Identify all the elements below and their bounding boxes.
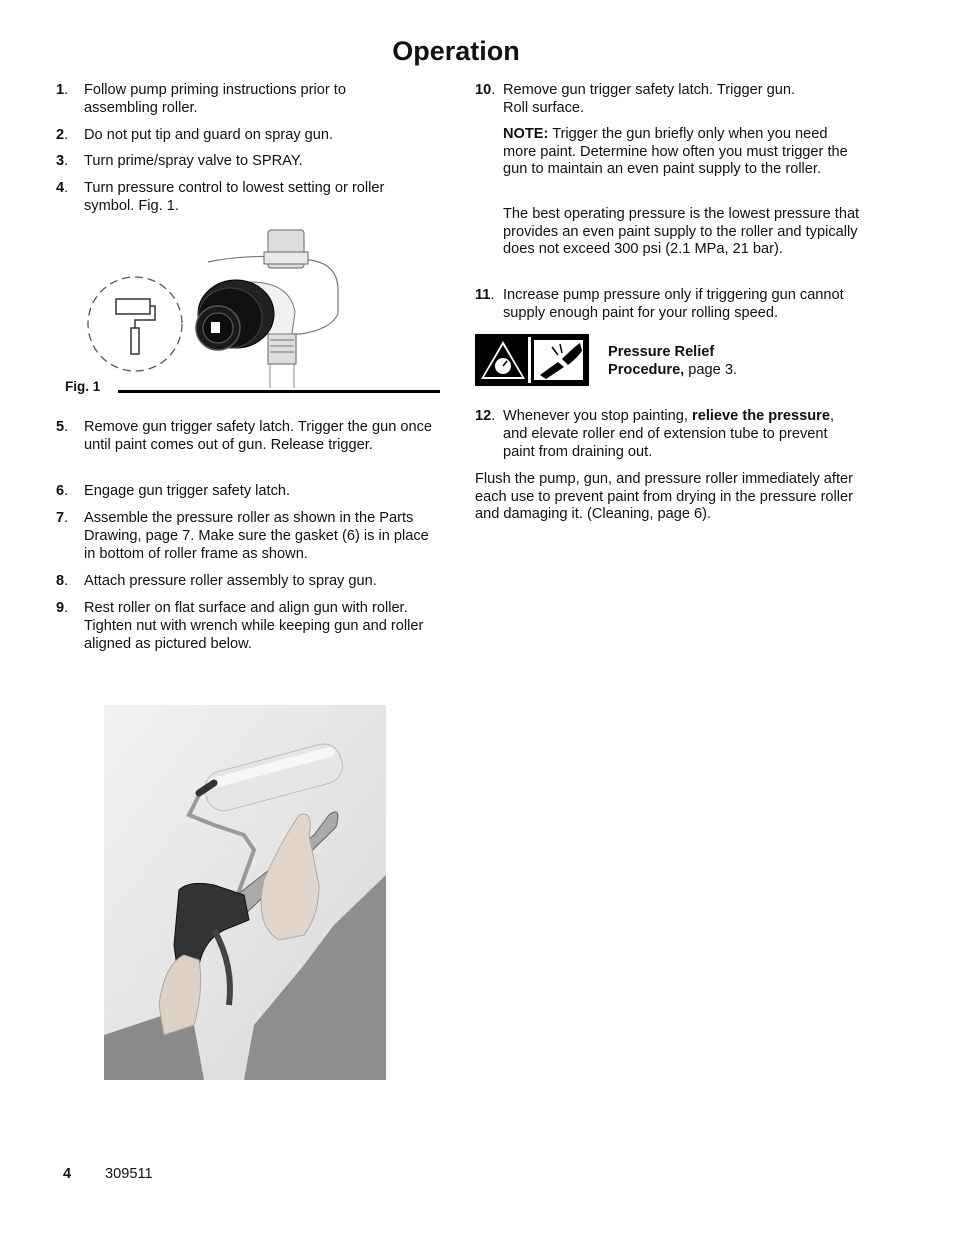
step-text: Attach pressure roller assembly to spray gun. [84, 573, 377, 589]
step-number: 9 [56, 600, 65, 616]
page-number: 4 [63, 1166, 72, 1182]
pressure-paragraph: The best operating pressure is the lowest pressure that provides an even paint supply to the roller and typically does not exceed 300 psi (2.1 MPa, 21 bar). [503, 206, 860, 257]
pressure-relief-label: Pressure Relief Procedure, [608, 344, 715, 378]
step-5: 5. Remove gun trigger safety latch. Trigger the gun once until paint comes out of gun. Release trigger. [56, 418, 440, 454]
step-12-post: , and elevate roller end of extension tube to prevent paint from draining out. [503, 408, 835, 460]
step-number: 8 [56, 573, 65, 589]
step-text: Increase pump pressure only if triggering gun cannot supply enough paint for your rolling speed. [503, 287, 844, 321]
pressure-control-knob [196, 280, 274, 350]
step-number: 10 [475, 82, 492, 98]
step-number: 6 [56, 483, 65, 499]
pressure-relief-page: page 3. [684, 362, 737, 378]
step-4: 4. Turn pressure control to lowest setting or roller symbol. Fig. 1. [56, 179, 436, 215]
step-6: 6. Engage gun trigger safety latch. [56, 482, 440, 500]
step-7: 7. Assemble the pressure roller as shown in the Parts Drawing, page 7. Make sure the gasket (6) is in place in bottom of roller frame as shown. [56, 509, 444, 563]
roller-icon [116, 299, 155, 354]
step-text: Turn pressure control to lowest setting or roller symbol. Fig. 1. [84, 180, 385, 214]
step-text: Follow pump priming instructions prior to assembling roller. [84, 82, 346, 116]
step-number: 4 [56, 180, 65, 196]
note-text: Trigger the gun briefly only when you need more paint. Determine how often you must trigger the gun to maintain an even paint supply to the roller. [503, 126, 848, 177]
step-text: Do not put tip and guard on spray gun. [84, 127, 334, 143]
step-3: 3. Turn prime/spray valve to SPRAY. [56, 152, 436, 170]
step-8: 8. Attach pressure roller assembly to spray gun. [56, 572, 440, 590]
note [503, 126, 861, 179]
step-11: 11. Increase pump pressure only if triggering gun cannot supply enough paint for your rolling speed. [475, 286, 857, 322]
note-label: NOTE: [503, 126, 549, 142]
figure-rule [118, 390, 440, 393]
step-number: 12 [475, 408, 492, 424]
step-number: 7 [56, 510, 65, 526]
step-2: 2. Do not put tip and guard on spray gun. [56, 126, 436, 144]
step-12: 12. Whenever you stop painting, relieve the pressure, and elevate roller end of extension tube to prevent paint from draining out. [475, 407, 857, 461]
step-text: Engage gun trigger safety latch. [84, 483, 291, 499]
roller-alignment-photo [104, 705, 386, 1080]
step-12-pre: Whenever you stop painting, [503, 408, 693, 424]
warning-symbol-box [475, 334, 589, 386]
step-number: 2 [56, 127, 65, 143]
pressure-control-illustration [80, 222, 380, 388]
step-text: Assemble the pressure roller as shown in the Parts Drawing, page 7. Make sure the gasket (6) is in place in bottom of roller frame as shown. [84, 510, 429, 562]
page-title: Operation [392, 36, 520, 66]
step-number: 5 [56, 419, 65, 435]
step-text [503, 407, 857, 461]
figure-label: Fig. 1 [65, 379, 101, 394]
step-10: 10. Remove gun trigger safety latch. Trigger gun. Roll surface. [475, 81, 855, 117]
step-number: 1 [56, 82, 65, 98]
warning-icon [478, 337, 586, 383]
flush-paragraph: Flush the pump, gun, and pressure roller immediately after each use to prevent paint from drying in the pressure roller and damaging it. (Cleaning, page 6). [475, 471, 854, 522]
pressure-relief-reference [608, 343, 758, 379]
step-1: 1. Follow pump priming instructions prior to assembling roller. [56, 81, 416, 117]
document-number: 309511 [105, 1166, 153, 1182]
step-12-emphasis: relieve the pressure [692, 408, 830, 424]
step-text: Remove gun trigger safety latch. Trigger the gun once until paint comes out of gun. Release trigger. [84, 419, 433, 453]
step-text: Remove gun trigger safety latch. Trigger gun. Roll surface. [503, 82, 796, 116]
step-number: 3 [56, 153, 65, 169]
step-text: Turn prime/spray valve to SPRAY. [84, 153, 303, 169]
step-number: 11 [475, 287, 491, 303]
step-text: Rest roller on flat surface and align gun with roller. Tighten nut with wrench while keeping gun and roller aligned as pictured below. [84, 600, 424, 652]
step-9: 9. Rest roller on flat surface and align gun with roller. Tighten nut with wrench while keeping gun and roller aligned as pictured below. [56, 599, 440, 653]
